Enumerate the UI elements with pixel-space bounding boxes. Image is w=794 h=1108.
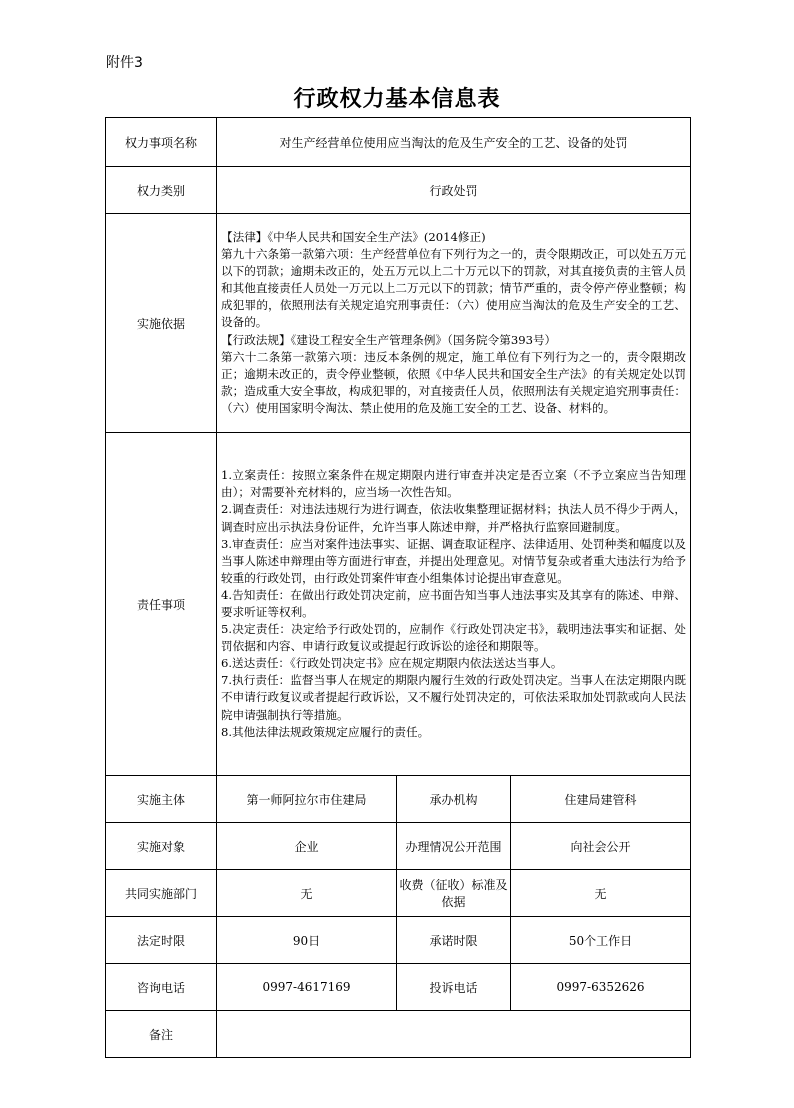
complaint-phone-value: 0997-6352626 <box>511 964 691 1011</box>
joint-value: 无 <box>217 870 397 917</box>
target-value: 企业 <box>217 823 397 870</box>
subject-value: 第一师阿拉尔市住建局 <box>217 776 397 823</box>
subject-label: 实施主体 <box>106 776 217 823</box>
table-row-remark <box>106 1011 691 1058</box>
agency-value: 住建局建管科 <box>511 776 691 823</box>
basis-label: 实施依据 <box>106 214 217 433</box>
table-row-phone <box>106 964 691 1011</box>
consult-phone-label: 咨询电话 <box>106 964 217 1011</box>
responsibility-line: 2.调查责任：对违法违规行为进行调查，依法收集整理证据材料；执法人员不得少于两人，调查时应出示执法身份证件，允许当事人陈述申辩，并严格执行监察回避制度。 <box>221 502 687 534</box>
basis-line: 第六十二条第一款第六项：违反本条例的规定，施工单位有下列行为之一的，责令限期改正；逾期未改正的，责令停业整顿，依照《中华人民共和国安全生产法》的有关规定处以罚款；造成重大安全事故，构成犯罪的，对直接责任人员，依照刑法有关规定追究刑事责任：（六）使用国家明令淘汰、禁止使用的危及施工安全的工艺、设备、材料的。 <box>221 349 687 415</box>
basis-text <box>217 214 691 433</box>
category-value: 行政处罚 <box>217 167 691 214</box>
disclosure-label: 办理情况公开范围 <box>397 823 511 870</box>
table-row-category <box>106 167 691 214</box>
name-value: 对生产经营单位使用应当淘汰的危及生产安全的工艺、设备的处罚 <box>217 118 691 167</box>
promise-time-label: 承诺时限 <box>397 917 511 964</box>
name-label: 权力事项名称 <box>106 118 217 167</box>
joint-label: 共同实施部门 <box>106 870 217 917</box>
page-title: 行政权力基本信息表 <box>293 86 501 112</box>
table-row-responsibility <box>106 433 691 776</box>
disclosure-value: 向社会公开 <box>511 823 691 870</box>
agency-label: 承办机构 <box>397 776 511 823</box>
responsibility-line: 3.审查责任：应当对案件违法事实、证据、调查取证程序、法律适用、处罚种类和幅度以及当事人陈述申辩理由等方面进行审查，并提出处理意见。对情节复杂或者重大违法行为给予较重的行政处罚，由行政处罚案件审查小组集体讨论提出审查意见。 <box>221 536 687 585</box>
consult-phone-value: 0997-4617169 <box>217 964 397 1011</box>
legal-time-value: 90日 <box>217 917 397 964</box>
table-row-subject <box>106 776 691 823</box>
table-row-time <box>106 917 691 964</box>
fee-label: 收费（征收）标准及依据 <box>397 870 511 917</box>
info-table <box>105 117 691 1058</box>
basis-line: 第九十六条第一款第六项：生产经营单位有下列行为之一的，责令限期改正，可以处五万元以下的罚款；逾期未改正的，处五万元以上二十万元以下的罚款，对其直接负责的主管人员和其他直接责任人员处一万元以上二万元以下的罚款；情节严重的，责令停产停业整顿；构成犯罪的，依照刑法有关规定追究刑事责任：（六）使用应当淘汰的危及生产安全的工艺、设备的。 <box>221 247 687 330</box>
category-label: 权力类别 <box>106 167 217 214</box>
table-row-basis <box>106 214 691 433</box>
responsibility-line: 7.执行责任：监督当事人在规定的期限内履行生效的行政处罚决定。当事人在法定期限内既不申请行政复议或者提起行政诉讼，又不履行处罚决定的，可依法采取加处罚款或向人民法院申请强制执行等措施。 <box>221 673 687 722</box>
legal-time-label: 法定时限 <box>106 917 217 964</box>
responsibility-label: 责任事项 <box>106 433 217 776</box>
responsibility-text <box>217 433 691 776</box>
basis-line: 【行政法规】《建设工程安全生产管理条例》（国务院令第393号） <box>221 332 557 347</box>
target-label: 实施对象 <box>106 823 217 870</box>
table-row-joint <box>106 870 691 917</box>
promise-time-value: 50个工作日 <box>511 917 691 964</box>
basis-line: 【法律】《中华人民共和国安全生产法》(2014修正) <box>221 229 486 244</box>
responsibility-line: 1.立案责任：按照立案条件在规定期限内进行审查并决定是否立案（不予立案应当告知理由）；对需要补充材料的，应当场一次性告知。 <box>221 468 687 500</box>
remark-value <box>217 1011 691 1058</box>
remark-label: 备注 <box>106 1011 217 1058</box>
responsibility-line: 6.送达责任：《行政处罚决定书》应在规定期限内依法送达当事人。 <box>221 656 563 671</box>
table-row-name <box>106 118 691 167</box>
responsibility-line: 4.告知责任：在做出行政处罚决定前，应书面告知当事人违法事实及其享有的陈述、申辩、要求听证等权利。 <box>221 587 687 619</box>
table-row-target <box>106 823 691 870</box>
complaint-phone-label: 投诉电话 <box>397 964 511 1011</box>
responsibility-line: 8.其他法律法规政策规定应履行的责任。 <box>221 724 430 739</box>
attachment-label: 附件3 <box>106 55 143 71</box>
fee-value: 无 <box>511 870 691 917</box>
responsibility-line: 5.决定责任：决定给予行政处罚的，应制作《行政处罚决定书》，载明违法事实和证据、处罚依据和内容、申请行政复议或提起行政诉讼的途径和期限等。 <box>221 622 687 654</box>
